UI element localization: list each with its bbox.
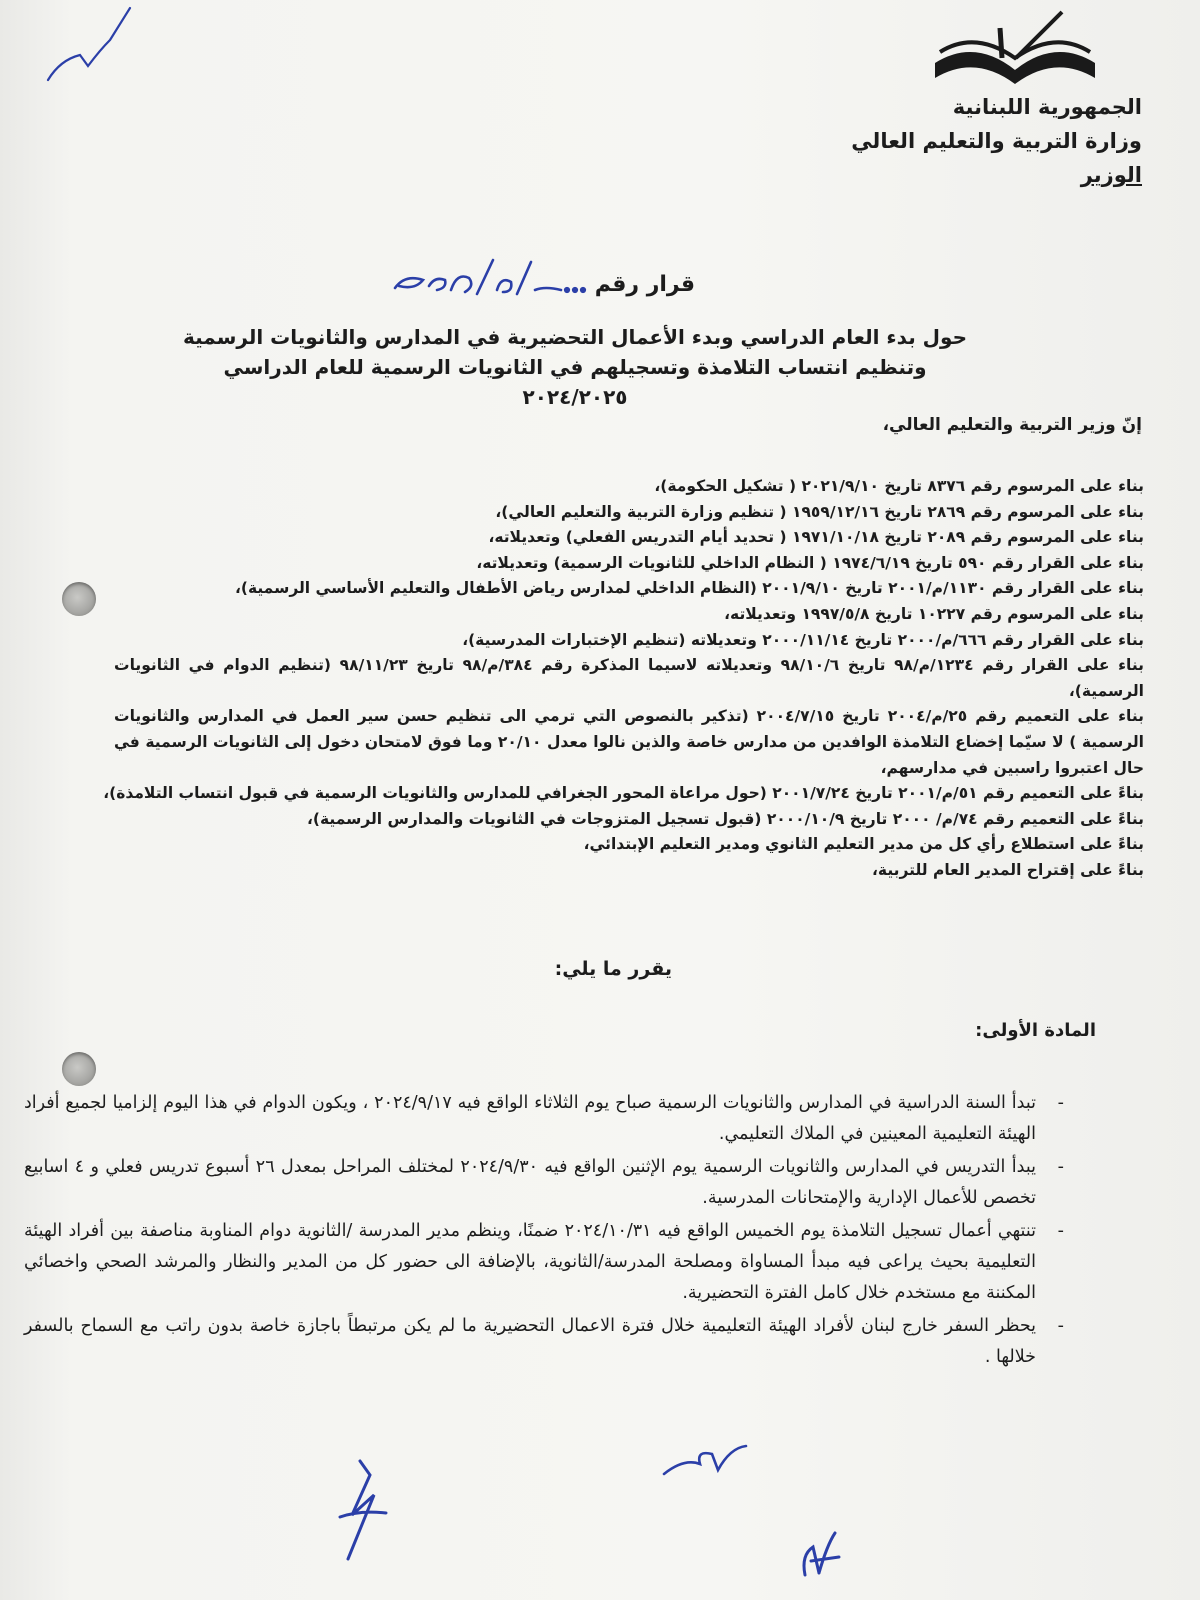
basis-item: بناء على المرسوم رقم ١٠٢٢٧ تاريخ ١٩٩٧/٥/٨ وتعديلاته،	[724, 604, 1144, 623]
pen-scribble-mark	[40, 0, 140, 95]
article-item	[24, 1088, 1064, 1150]
handwritten-initials	[660, 1440, 750, 1480]
basis-item: بناء على المرسوم رقم ٢٠٨٩ تاريخ ١٩٧١/١٠/١٨ ( تحديد أيام التدريس الفعلي) وتعديلاته،	[488, 528, 1144, 547]
handwritten-initials	[795, 1525, 845, 1585]
item-text: يبدأ التدريس في المدارس والثانويات الرسمية يوم الإثنين الواقع فيه ٢٠٢٤/٩/٣٠ لمختلف المراحل بمعدل ٢٦ أسبوع تدريس فعلي و ٤ اسابيع تخصص للأعمال الإدارية والإمتحانات المدرسية.	[24, 1157, 1036, 1208]
punch-hole	[62, 582, 96, 616]
preamble-intro: إنّ وزير التربية والتعليم العالي،	[882, 415, 1142, 435]
item-text: تنتهي أعمال تسجيل التلامذة يوم الخميس الواقع فيه ٢٠٢٤/١٠/٣١ ضمنًا، وينظم مدير المدرسة /الثانوية دوام المناوبة مناصفة بين أفراد الهيئة التعليمية بحيث يراعى فيه مبدأ المساواة ومصلحة المدرسة/الثانوية، بالإضافة الى حضور كل من المدير والنظار والمرشد الصحي واخصائي المكننة مع مستخدم خلال كامل الفترة التحضيرية.	[24, 1221, 1036, 1303]
article-item	[24, 1152, 1064, 1214]
item-marker: -	[1057, 1157, 1064, 1177]
country-name: الجمهورية اللبنانية	[952, 95, 1142, 119]
title-line-2: وتنظيم انتساب التلامذة وتسجيلهم في الثانويات الرسمية للعام الدراسي ٢٠٢٤/٢٠٢٥	[223, 355, 927, 409]
basis-item: بناءً على التعميم رقم ٥١/م/٢٠٠١ تاريخ ٢٠٠١/٧/٢٤ (حول مراعاة المحور الجغرافي للمدارس والثانويات الرسمية في قبول انتساب التلامذة)،	[103, 784, 1144, 803]
decides-heading: يقرر ما يلي:	[554, 958, 672, 980]
item-text: تبدأ السنة الدراسية في المدارس والثانويات الرسمية صباح يوم الثلاثاء الواقع فيه ٢٠٢٤/٩/١٧ ، ويكون الدوام في هذا اليوم إلزاميا لجميع أفراد الهيئة التعليمية المعينين في الملاك التعليمي.	[24, 1093, 1036, 1144]
minister-office: الوزير	[1080, 163, 1142, 187]
ministry-name: وزارة التربية والتعليم العالي	[851, 129, 1142, 153]
item-marker: -	[1057, 1221, 1064, 1241]
decision-title	[180, 322, 970, 412]
item-marker: -	[1057, 1093, 1064, 1113]
punch-hole	[62, 1052, 96, 1086]
letterhead	[742, 90, 1142, 192]
basis-item: بناء على القرار رقم ٥٩٠ تاريخ ١٩٧٤/٦/١٩ ( النظام الداخلي للثانويات الرسمية) وتعديلاته،	[476, 553, 1144, 572]
handwritten-initials	[330, 1455, 400, 1565]
basis-item: بناء على القرار رقم ١٢٣٤/م/٩٨ تاريخ ٩٨/١٠/٦ وتعديلاته لاسيما المذكرة رقم ٣٨٤/م/٩٨ تاريخ ٩٨/١١/٢٣ (تنظيم الدوام في الثانويات الرسمية)،	[114, 656, 1145, 700]
basis-item: بناءً على إقتراح المدير العام للتربية،	[872, 860, 1144, 879]
basis-item: بناء على القرار رقم ٦٦٦/م/٢٠٠٠ تاريخ ٢٠٠٠/١١/١٤ وتعديلاته (تنظيم الإختبارات المدرسية)،	[462, 630, 1144, 649]
basis-item: بناءً على التعميم رقم ٧٤/م/ ٢٠٠٠ تاريخ ٢٠٠٠/١٠/٩ (قبول تسجيل المتزوجات في الثانويات والمدارس الرسمية)،	[307, 809, 1144, 828]
basis-item: بناء على التعميم رقم ٢٥/م/٢٠٠٤ تاريخ ٢٠٠٤/٧/١٥ (تذكير بالنصوص التي ترمي الى تنظيم حسن سير العمل في المدارس والثانويات الرسمية ) لا سيّما إخضاع التلامذة الوافدين من مدارس خاصة والذين نالوا معدل ٢٠/١٠ وما فوق لامتحان دخول إلى الثانويات الرسمية في حال اعتبروا راسبين في مدارسهم،	[114, 707, 1144, 777]
handwritten-decision-number	[385, 246, 595, 306]
article-title: المادة الأولى:	[975, 1020, 1096, 1041]
item-text: يحظر السفر خارج لبنان لأفراد الهيئة التعليمية خلال فترة الاعمال التحضيرية ما لم يكن مرتبطاً باجازة خاصة بدون راتب مع السماح بالسفر خلالها .	[24, 1316, 1036, 1367]
basis-item: بناء على المرسوم رقم ٨٣٧٦ تاريخ ٢٠٢١/٩/١٠ ( تشكيل الحكومة)،	[654, 477, 1144, 495]
decision-label: قرار رقم	[594, 272, 695, 297]
article-item	[24, 1216, 1064, 1309]
basis-item: بناء على المرسوم رقم ٢٨٦٩ تاريخ ١٩٥٩/١٢/١٦ ( تنظيم وزارة التربية والتعليم العالي)،	[495, 502, 1144, 521]
ministry-logo-icon	[930, 8, 1100, 88]
article-item	[24, 1311, 1064, 1373]
item-marker: -	[1057, 1316, 1064, 1336]
basis-item: بناءً على استطلاع رأي كل من مدير التعليم الثانوي ومدير التعليم الإبتدائي،	[583, 835, 1144, 854]
legal-basis-list	[103, 474, 1145, 884]
article-items	[24, 1088, 1064, 1373]
basis-item: بناء على القرار رقم ١١٣٠/م/٢٠٠١ تاريخ ٢٠٠١/٩/١٠ (النظام الداخلي لمدارس رياض الأطفال والتعليم الأساسي الرسمية)،	[234, 579, 1144, 598]
title-line-1: حول بدء العام الدراسي وبدء الأعمال التحضيرية في المدارس والثانويات الرسمية	[183, 325, 967, 349]
